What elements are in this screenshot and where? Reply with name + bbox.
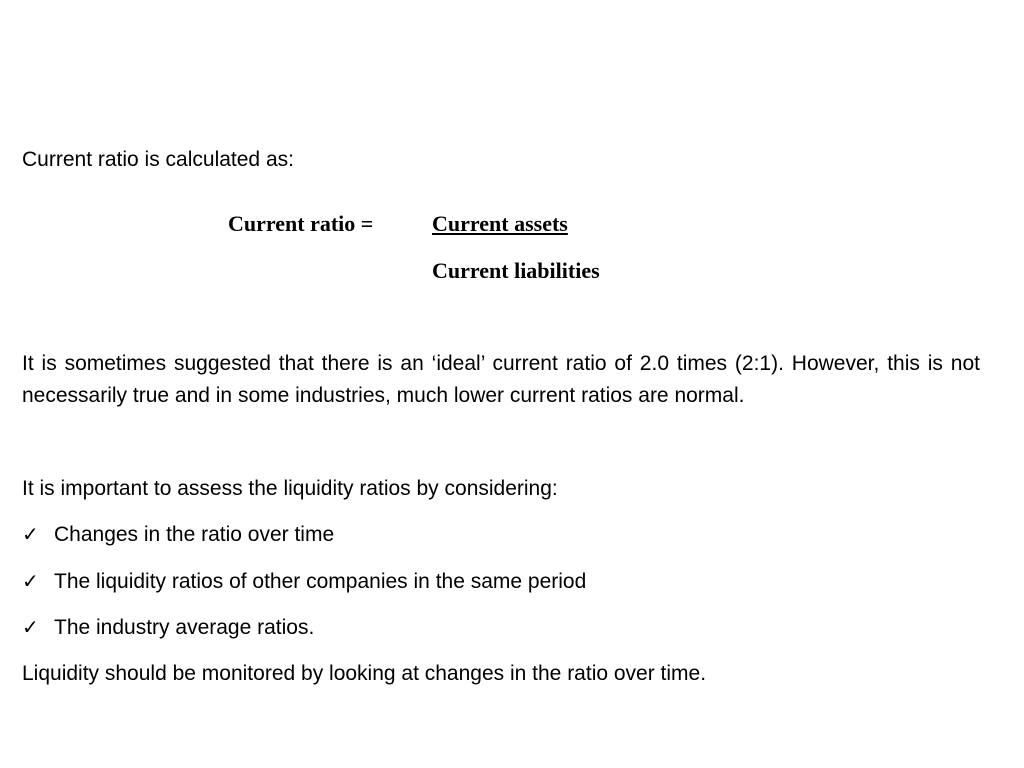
intro-text: Current ratio is calculated as:: [22, 148, 294, 171]
list-item-label: The liquidity ratios of other companies in the same period: [54, 569, 587, 593]
formula-denominator: Current liabilities: [432, 258, 600, 283]
closing-text: Liquidity should be monitored by looking at changes in the ratio over time.: [22, 662, 707, 685]
formula-numerator: Current assets: [432, 211, 568, 236]
check-mark-icon: ✓: [22, 615, 39, 639]
formula-label: Current ratio =: [228, 211, 374, 236]
considerations-list: [22, 519, 586, 659]
list-item-label: Changes in the ratio over time: [54, 523, 335, 546]
check-mark-icon: ✓: [22, 522, 39, 546]
list-item: [22, 612, 586, 659]
ideal-ratio-paragraph: It is sometimes suggested that there is an ‘ideal’ current ratio of 2.0 times (2:1). However, this is not necessarily true and in some industries, much lower current ratios are normal.: [22, 352, 980, 407]
list-item: [22, 519, 586, 566]
list-item: [22, 566, 586, 613]
list-item-label: The industry average ratios.: [54, 616, 315, 639]
check-mark-icon: ✓: [22, 568, 39, 593]
assess-intro-text: It is important to assess the liquidity ratios by considering:: [22, 477, 558, 500]
